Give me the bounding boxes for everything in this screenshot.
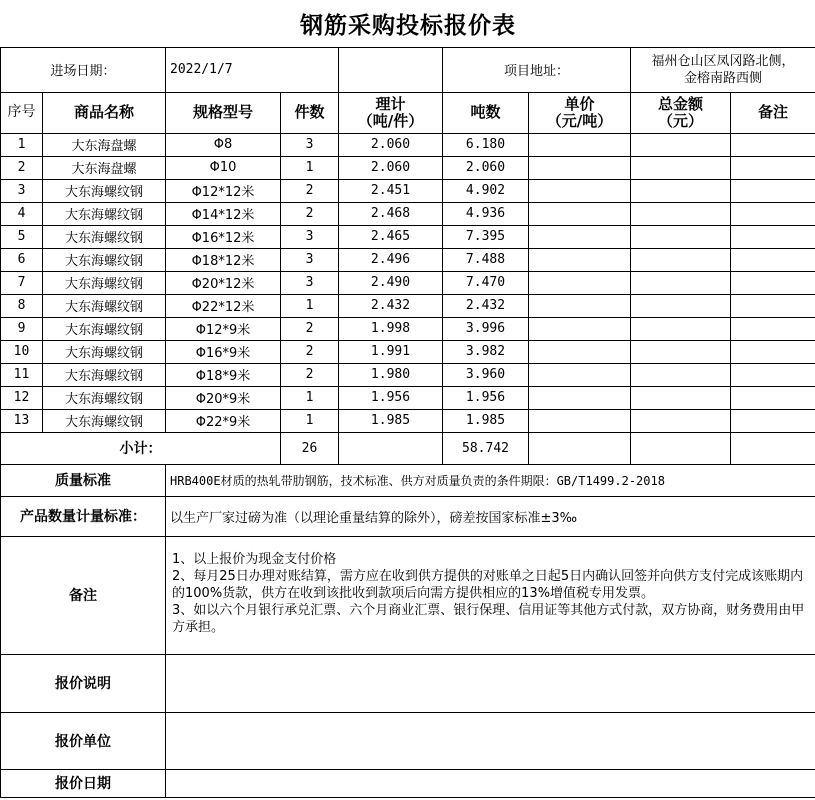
quote-desc-label: 报价说明 — [1, 654, 166, 712]
cell-count: 2 — [281, 363, 339, 386]
quote-desc-row — [1, 654, 815, 712]
header-unit-price-line2: （元/吨） — [546, 111, 613, 130]
cell-spec: Φ12*9米 — [166, 317, 281, 340]
info-empty-cell — [339, 47, 443, 92]
cell-name: 大东海螺纹钢 — [43, 225, 166, 248]
table-row — [1, 409, 815, 432]
quote-unit-input[interactable] — [166, 712, 815, 769]
cell-tons: 7.470 — [443, 271, 529, 294]
cell-spec: Φ14*12米 — [166, 202, 281, 225]
address-label: 项目地址： — [443, 47, 631, 92]
quantity-standard-text: 以生产厂家过磅为准（以理论重量结算的除外），磅差按国家标准±3‰ — [166, 496, 815, 536]
cell-spec: Φ22*9米 — [166, 409, 281, 432]
header-row — [1, 92, 815, 133]
table-row — [1, 225, 815, 248]
cell-remark[interactable] — [731, 202, 815, 225]
table-row — [1, 340, 815, 363]
remark-line-1: 1、以上报价为现金支付价格 — [172, 551, 337, 567]
quote-date-input[interactable] — [166, 769, 815, 797]
info-row — [1, 47, 815, 92]
cell-spec: Φ20*12米 — [166, 271, 281, 294]
cell-tons: 3.996 — [443, 317, 529, 340]
cell-spec: Φ8 — [166, 133, 281, 156]
cell-name: 大东海盘螺 — [43, 156, 166, 179]
cell-tons: 7.395 — [443, 225, 529, 248]
cell-total[interactable] — [631, 386, 731, 409]
cell-remark[interactable] — [731, 225, 815, 248]
cell-tons: 1.956 — [443, 386, 529, 409]
cell-tons: 2.432 — [443, 294, 529, 317]
cell-unit-price[interactable] — [529, 340, 631, 363]
cell-total[interactable] — [631, 133, 731, 156]
cell-theory: 2.468 — [339, 202, 443, 225]
cell-seq: 5 — [1, 225, 43, 248]
cell-unit-price[interactable] — [529, 409, 631, 432]
cell-seq: 9 — [1, 317, 43, 340]
remarks-label: 备注 — [1, 536, 166, 654]
cell-spec: Φ16*12米 — [166, 225, 281, 248]
cell-name: 大东海螺纹钢 — [43, 409, 166, 432]
page-title: 钢筋采购投标报价表 — [1, 0, 815, 47]
cell-tons: 3.960 — [443, 363, 529, 386]
cell-count: 2 — [281, 317, 339, 340]
cell-unit-price[interactable] — [529, 317, 631, 340]
cell-name: 大东海螺纹钢 — [43, 202, 166, 225]
cell-count: 3 — [281, 271, 339, 294]
cell-theory: 2.451 — [339, 179, 443, 202]
quote-date-row — [1, 769, 815, 797]
table-row — [1, 386, 815, 409]
header-remark: 备注 — [731, 92, 815, 133]
cell-count: 1 — [281, 156, 339, 179]
header-theory-line1: 理计 — [375, 94, 406, 113]
cell-remark[interactable] — [731, 133, 815, 156]
cell-remark[interactable] — [731, 294, 815, 317]
header-theory-line2: （吨/件） — [357, 111, 424, 130]
quantity-standard-row — [1, 496, 815, 536]
cell-spec: Φ20*9米 — [166, 386, 281, 409]
cell-count: 2 — [281, 340, 339, 363]
cell-remark[interactable] — [731, 340, 815, 363]
quality-label: 质量标准 — [1, 464, 166, 496]
cell-unit-price[interactable] — [529, 156, 631, 179]
date-value: 2022/1/7 — [166, 47, 339, 92]
address-value — [631, 47, 815, 92]
cell-remark[interactable] — [731, 248, 815, 271]
cell-theory: 2.432 — [339, 294, 443, 317]
quote-unit-row — [1, 712, 815, 769]
cell-theory: 2.490 — [339, 271, 443, 294]
table-row — [1, 248, 815, 271]
subtotal-empty-price — [529, 432, 631, 464]
cell-unit-price[interactable] — [529, 133, 631, 156]
cell-theory: 2.060 — [339, 133, 443, 156]
subtotal-empty-remark — [731, 432, 815, 464]
subtotal-label: 小计： — [1, 432, 281, 464]
cell-theory: 1.980 — [339, 363, 443, 386]
cell-theory: 1.956 — [339, 386, 443, 409]
cell-tons: 1.985 — [443, 409, 529, 432]
cell-remark[interactable] — [731, 409, 815, 432]
header-spec: 规格型号 — [166, 92, 281, 133]
header-theory — [339, 92, 443, 133]
subtotal-empty-theory — [339, 432, 443, 464]
cell-count: 3 — [281, 225, 339, 248]
table-row — [1, 179, 815, 202]
quote-desc-input[interactable] — [166, 654, 815, 712]
cell-count: 3 — [281, 133, 339, 156]
cell-count: 3 — [281, 248, 339, 271]
cell-tons: 2.060 — [443, 156, 529, 179]
cell-unit-price[interactable] — [529, 271, 631, 294]
cell-remark[interactable] — [731, 156, 815, 179]
cell-seq: 8 — [1, 294, 43, 317]
header-tons: 吨数 — [443, 92, 529, 133]
header-count: 件数 — [281, 92, 339, 133]
cell-total[interactable] — [631, 340, 731, 363]
address-line-1: 福州仓山区凤冈路北侧， — [651, 53, 795, 69]
cell-unit-price[interactable] — [529, 294, 631, 317]
header-total — [631, 92, 731, 133]
cell-remark[interactable] — [731, 179, 815, 202]
cell-total[interactable] — [631, 248, 731, 271]
cell-seq: 4 — [1, 202, 43, 225]
cell-seq: 10 — [1, 340, 43, 363]
cell-name: 大东海螺纹钢 — [43, 340, 166, 363]
cell-total[interactable] — [631, 225, 731, 248]
quality-text: HRB400E材质的热轧带肋钢筋，技术标准、供方对质量负责的条件期限：GB/T1499.2-2018 — [166, 464, 815, 496]
cell-theory: 2.465 — [339, 225, 443, 248]
cell-count: 2 — [281, 179, 339, 202]
cell-theory: 1.985 — [339, 409, 443, 432]
header-total-line2: （元） — [657, 111, 703, 130]
cell-seq: 12 — [1, 386, 43, 409]
footer-body — [1, 432, 815, 797]
cell-spec: Φ18*12米 — [166, 248, 281, 271]
cell-theory: 2.060 — [339, 156, 443, 179]
remark-line-2: 2、每月25日办理对账结算，需方应在收到供方提供的对账单之日起5日内确认回签并向供方支付完成该账期内的100%货款，供方在收到该批收到款项后向需方提供相应的13%增值税专用发票。 — [172, 568, 804, 601]
cell-name: 大东海螺纹钢 — [43, 294, 166, 317]
cell-name: 大东海螺纹钢 — [43, 248, 166, 271]
cell-count: 1 — [281, 409, 339, 432]
header-unit-price-line1: 单价 — [564, 94, 595, 113]
table-row — [1, 271, 815, 294]
cell-seq: 6 — [1, 248, 43, 271]
cell-seq: 13 — [1, 409, 43, 432]
item-rows — [1, 133, 815, 432]
cell-spec: Φ12*12米 — [166, 179, 281, 202]
cell-count: 1 — [281, 386, 339, 409]
cell-unit-price[interactable] — [529, 248, 631, 271]
cell-spec: Φ16*9米 — [166, 340, 281, 363]
cell-seq: 1 — [1, 133, 43, 156]
cell-name: 大东海螺纹钢 — [43, 386, 166, 409]
header-seq: 序号 — [1, 92, 43, 133]
cell-tons: 7.488 — [443, 248, 529, 271]
cell-remark[interactable] — [731, 271, 815, 294]
cell-remark[interactable] — [731, 317, 815, 340]
table-row — [1, 156, 815, 179]
cell-remark[interactable] — [731, 363, 815, 386]
quality-row — [1, 464, 815, 496]
cell-remark[interactable] — [731, 386, 815, 409]
cell-theory: 1.998 — [339, 317, 443, 340]
table-row — [1, 202, 815, 225]
cell-seq: 7 — [1, 271, 43, 294]
cell-total[interactable] — [631, 294, 731, 317]
remarks-text — [166, 536, 815, 654]
cell-total[interactable] — [631, 179, 731, 202]
remarks-row — [1, 536, 815, 654]
cell-tons: 6.180 — [443, 133, 529, 156]
cell-total[interactable] — [631, 271, 731, 294]
cell-total[interactable] — [631, 202, 731, 225]
cell-name: 大东海盘螺 — [43, 133, 166, 156]
cell-spec: Φ18*9米 — [166, 363, 281, 386]
cell-unit-price[interactable] — [529, 225, 631, 248]
quote-unit-label: 报价单位 — [1, 712, 166, 769]
cell-spec: Φ22*12米 — [166, 294, 281, 317]
cell-tons: 4.936 — [443, 202, 529, 225]
subtotal-row — [1, 432, 815, 464]
cell-total[interactable] — [631, 409, 731, 432]
table-row — [1, 133, 815, 156]
cell-total[interactable] — [631, 156, 731, 179]
header-total-line1: 总金额 — [657, 94, 703, 113]
cell-total[interactable] — [631, 317, 731, 340]
cell-tons: 3.982 — [443, 340, 529, 363]
cell-total[interactable] — [631, 363, 731, 386]
cell-count: 2 — [281, 202, 339, 225]
address-line-2: 金榕南路西侧 — [683, 70, 762, 86]
subtotal-count: 26 — [281, 432, 339, 464]
subtotal-tons: 58.742 — [443, 432, 529, 464]
quote-date-label: 报价日期 — [1, 769, 166, 797]
cell-theory: 2.496 — [339, 248, 443, 271]
table-row — [1, 317, 815, 340]
quantity-standard-label: 产品数量计量标准： — [1, 496, 166, 536]
cell-spec: Φ10 — [166, 156, 281, 179]
cell-seq: 11 — [1, 363, 43, 386]
title-row — [1, 0, 815, 47]
cell-name: 大东海螺纹钢 — [43, 179, 166, 202]
cell-tons: 4.902 — [443, 179, 529, 202]
cell-count: 1 — [281, 294, 339, 317]
cell-theory: 1.991 — [339, 340, 443, 363]
table-body — [1, 0, 815, 133]
cell-seq: 3 — [1, 179, 43, 202]
cell-name: 大东海螺纹钢 — [43, 363, 166, 386]
cell-unit-price[interactable] — [529, 179, 631, 202]
table-row — [1, 363, 815, 386]
cell-seq: 2 — [1, 156, 43, 179]
cell-unit-price[interactable] — [529, 386, 631, 409]
header-name: 商品名称 — [43, 92, 166, 133]
header-unit-price — [529, 92, 631, 133]
cell-name: 大东海螺纹钢 — [43, 271, 166, 294]
date-label: 进场日期： — [1, 47, 166, 92]
subtotal-empty-total — [631, 432, 731, 464]
table-row — [1, 294, 815, 317]
cell-unit-price[interactable] — [529, 363, 631, 386]
cell-name: 大东海螺纹钢 — [43, 317, 166, 340]
cell-unit-price[interactable] — [529, 202, 631, 225]
remark-line-3: 3、如以六个月银行承兑汇票、六个月商业汇票、银行保理、信用证等其他方式付款，双方协商，财务费用由甲方承担。 — [172, 602, 805, 635]
